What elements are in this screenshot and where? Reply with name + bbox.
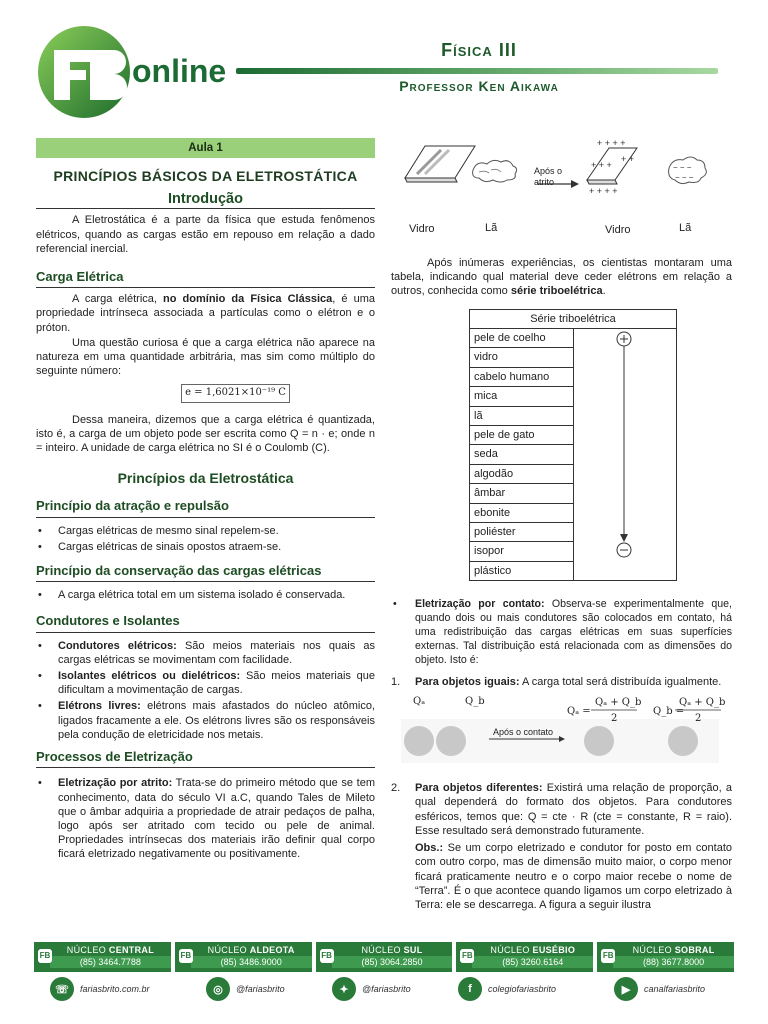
table-cell: pele de gato (470, 425, 574, 444)
numerator-b: Qₐ + Q_b (679, 697, 726, 709)
fb-icon: FB (38, 949, 52, 963)
obs-paragraph: Obs.: Se um corpo eletrizado e condutor for posto em contato com outro corpo, mas de dimensão muito maior, o corpo menor ficará praticamente neutro e o corpo maior recebe o nome de “Terra”. É o que acontece quando ligamos um corpo eletrizado à Terra: ele se descarrega. A figura a seguir ilustra (415, 842, 732, 911)
footer-social (50, 976, 730, 1002)
table-cell: plástico (470, 561, 574, 580)
svg-text:+ + + +: + + + + (589, 186, 618, 196)
wool-label-after: Lã (679, 222, 692, 234)
fb-icon: FB (179, 949, 193, 963)
table-cell: mica (470, 387, 574, 406)
unit-sobral: FB NÚCLEO SOBRAL (88) 3677.8000 (597, 942, 734, 972)
table-header: Série triboelétrica (470, 309, 677, 328)
professor-name: Professor Ken Aikawa (399, 78, 559, 94)
svg-text:+ + + +: + + + + (597, 138, 626, 148)
elementary-charge-formula: e = 1,6021×10⁻¹⁹ C (181, 384, 290, 402)
condutores-list (36, 639, 375, 742)
atracao-heading: Princípio da atração e repulsão (36, 499, 375, 517)
sphere-a-icon (404, 726, 434, 756)
denominator-b: 2 (695, 713, 702, 725)
series-arrow (574, 329, 674, 579)
table-cell: pele de coelho (470, 329, 574, 348)
numerator-a: Qₐ + Q_b (595, 697, 642, 709)
social-website[interactable]: ☏ fariasbrito.com.br (50, 976, 150, 1002)
table-cell: poliéster (470, 522, 574, 541)
table-cell: isopor (470, 542, 574, 561)
glass-label-after: Vidro (605, 224, 631, 236)
list-item: • Condutores elétricos: São meios materiais nos quais as cargas elétricas se movimentam com facilidade. (36, 639, 375, 667)
table-cell: algodão (470, 464, 574, 483)
qa-equation: Qₐ = (567, 706, 591, 718)
charged-wool-icon (669, 157, 707, 184)
social-youtube[interactable]: ▶ canalfariasbrito (614, 976, 705, 1002)
list-item: • Cargas elétricas de sinais opostos atraem-se. (36, 540, 375, 554)
list-item: 2. Para objetos diferentes: Existirá uma relação de proporção, a qual dependerá do formato dos objetos. Para condutores esféricos, temos que: Q = cte · R (cte = constante, R = raio). Esse resultado será demonstrado futuramente. (391, 782, 732, 837)
sphere-a-after-icon (584, 726, 614, 756)
svg-text:+ +: + + (621, 154, 635, 164)
sphere-b-after-icon (668, 726, 698, 756)
table-cell: vidro (470, 348, 574, 367)
list-item: • Isolantes elétricos ou dielétricos: São meios materiais que dificultam a movimentação de cargas. (36, 669, 375, 697)
svg-text:− − −: − − − (673, 163, 692, 172)
table-cell: lã (470, 406, 574, 425)
list-item: • A carga elétrica total em um sistema isolado é conservada. (36, 588, 375, 602)
processos-heading: Processos de Eletrização (36, 750, 375, 768)
tribo-intro: Após inúmeras experiências, os cientistas montaram uma tabela, indicando qual material deve ceder elétrons em relação a outros, conhecida como série triboelétrica. (391, 257, 732, 298)
contato-item: • Eletrização por contato: Observa-se experimentalmente que, quando dois ou mais condutores são colocados em contato, há uma redistribuição das cargas elétricas em suas superfícies externas. Tal distribuição está relacionada com as dimensões do objeto. Isto é: (393, 598, 732, 667)
unit-central: FB NÚCLEO CENTRAL (85) 3464.7788 (34, 942, 171, 972)
table-cell: âmbar (470, 484, 574, 503)
fb-online-logo (36, 24, 226, 120)
table-cell: seda (470, 445, 574, 464)
sphere-b-icon (436, 726, 466, 756)
left-column (36, 138, 375, 864)
after-rub-label: Após o atrito (534, 166, 563, 187)
social-instagram[interactable]: ◎ @fariasbrito (206, 976, 285, 1002)
whatsapp-icon: ☏ (50, 977, 74, 1001)
instagram-icon: ◎ (206, 977, 230, 1001)
fb-icon: FB (320, 949, 334, 963)
unit-eusebio: FB NÚCLEO EUSÉBIO (85) 3260.6164 (456, 942, 593, 972)
svg-text:− − −: − − − (675, 173, 694, 182)
svg-text:+ + +: + + + (591, 160, 612, 170)
carga-paragraph-3: Dessa maneira, dizemos que a carga elétrica é quantizada, isto é, a carga de um objeto pode ser escrita como Q = n · e; onde n = inteiro. A unidade de carga elétrica no SI é o Coulomb (C). (36, 413, 375, 455)
triboelectric-figure (391, 138, 732, 246)
denominator-a: 2 (611, 713, 618, 725)
wool-icon (473, 160, 517, 182)
lesson-bar: Aula 1 (36, 138, 375, 158)
footer-units (34, 942, 734, 972)
atracao-list (36, 524, 375, 554)
after-contact-label: Após o contato (493, 727, 554, 738)
logo-online-text: online (132, 53, 226, 89)
principios-heading: Princípios da Eletrostática (117, 470, 294, 487)
subject-title: Física III (441, 40, 517, 60)
twitter-icon: ✦ (332, 977, 356, 1001)
list-item: • Cargas elétricas de mesmo sinal repelem-se. (36, 524, 375, 538)
list-item: • Eletrização por atrito: Trata-se do primeiro método que se tem conhecimento, data do século VI a.C, quando Tales de Mileto que o âmbar adquiria a propriedade de atrair pedaços de palha, logo após ser atritado com tecido ou pele de animal. Propriedades intrínsecas dos materiais irão definir qual corpo ficará eletrizado negativamente ou positivamente. (36, 776, 375, 861)
glass-slab-icon (405, 146, 475, 182)
unit-sul: FB NÚCLEO SUL (85) 3064.2850 (316, 942, 453, 972)
conservacao-heading: Princípio da conservação das cargas elétricas (36, 564, 375, 582)
fb-icon: FB (460, 949, 474, 963)
wool-label: Lã (485, 222, 498, 234)
main-title: PRINCÍPIOS BÁSICOS DA ELETROSTÁTICA (53, 168, 358, 184)
table-cell: cabelo humano (470, 367, 574, 386)
condutores-heading: Condutores e Isolantes (36, 614, 375, 632)
conservacao-list (36, 588, 375, 602)
triboelectric-series-wrapper (391, 309, 732, 581)
carga-paragraph-1: A carga elétrica, no domínio da Física Clássica, é uma propriedade intrínseca associada a partículas como o elétron e o próton. (36, 293, 375, 334)
qa-label: Qₐ (413, 696, 426, 708)
series-arrow-cell (574, 329, 677, 581)
qb-label: Q_b (465, 696, 485, 708)
processos-list (36, 776, 375, 861)
qb-equation: Q_b = (653, 706, 685, 718)
contact-figure (391, 695, 732, 767)
intro-heading: Introdução (36, 192, 375, 209)
fb-icon: FB (601, 949, 615, 963)
glass-label: Vidro (409, 223, 435, 235)
social-twitter[interactable]: ✦ @fariasbrito (332, 976, 411, 1002)
carga-paragraph-2: Uma questão curiosa é que a carga elétrica não aparece na natureza em uma quantidade arbitrária, mas sim como múltiplo do seguinte número: (36, 336, 375, 378)
right-column (391, 138, 732, 912)
header-divider (236, 68, 718, 74)
charged-glass-icon (587, 138, 637, 196)
youtube-icon: ▶ (614, 977, 638, 1001)
contato-list (391, 675, 732, 912)
intro-paragraph: A Eletrostática é a parte da física que estuda fenômenos elétricos, quando as cargas estão em repouso em relação a dado referencial inercial. (36, 214, 375, 255)
triboelectric-table (469, 309, 677, 581)
social-facebook[interactable]: f colegiofariasbrito (458, 976, 556, 1002)
table-cell: ebonite (470, 503, 574, 522)
list-item: • Elétrons livres: elétrons mais afastados do núcleo atômico, ligados fracamente a ele. Os elétrons livres são os responsáveis pela condução de eletricidade nos metais. (36, 699, 375, 742)
carga-heading: Carga Elétrica (36, 270, 375, 288)
unit-aldeota: FB NÚCLEO ALDEOTA (85) 3486.9000 (175, 942, 312, 972)
facebook-icon: f (458, 977, 482, 1001)
list-item: 1. Para objetos iguais: A carga total será distribuída igualmente. (391, 676, 722, 689)
